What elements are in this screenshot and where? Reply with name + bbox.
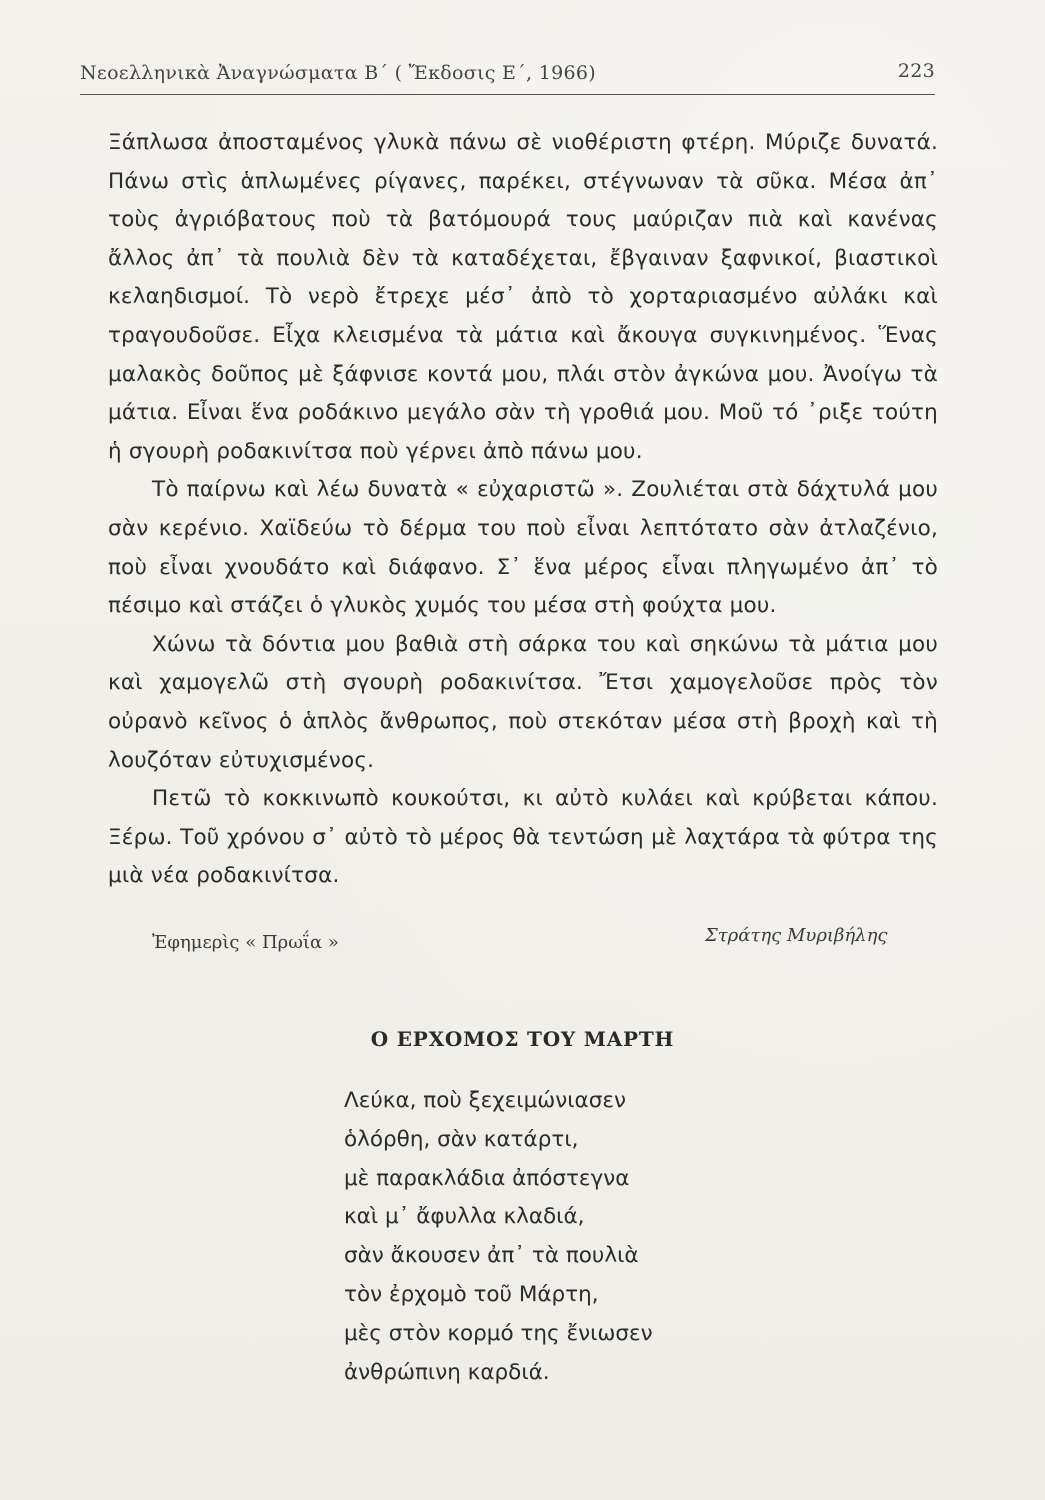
poem-line: μὲ παρακλάδια ἀπόστεγνα bbox=[344, 1165, 630, 1191]
prose-text bbox=[108, 124, 938, 896]
page-header bbox=[80, 58, 935, 95]
poem bbox=[344, 1082, 653, 1392]
poem-line: Λεύκα, ποὺ ξεχειμώνιασεν bbox=[344, 1088, 626, 1113]
page-number: 223 bbox=[897, 60, 935, 82]
running-title: Νεοελληνικὰ Ἀναγνώσματα Β΄ ( Ἔκδοσις Ε΄, 1966) bbox=[80, 62, 596, 84]
poem-line: μὲς στὸν κορμό της ἔνιωσεν bbox=[344, 1320, 653, 1346]
poem-line: καὶ μ᾿ ἄφυλλα κλαδιά, bbox=[344, 1204, 585, 1230]
paragraph: Πετῶ τὸ κοκκινωπὸ κουκούτσι, κι αὐτὸ κυλάει καὶ κρύβεται κάπου. Ξέρω. Τοῦ χρόνου σ᾿ αὐτὸ τὸ μέρος θὰ τεντώση μὲ λαχτάρα τὰ φύτρα της μιὰ νέα ροδακινίτσα. bbox=[108, 786, 938, 889]
poem-line: ὁλόρθη, σὰν κατάρτι, bbox=[344, 1126, 579, 1152]
paragraph: Ξάπλωσα ἀποσταμένος γλυκὰ πάνω σὲ νιοθέριστη φτέρη. Μύριζε δυνατά. Πάνω στὶς ἁπλωμένες ρίγανες, παρέκει, στέγνωναν τὰ σῦκα. Μέσα ἀπ᾿ τοὺς ἀγριόβατους ποὺ τὰ βατόμουρά τους μαύριζαν πιὰ καὶ κανένας ἄλλος ἀπ᾿ τὰ πουλιὰ δὲν τὰ καταδέχεται, ἔβγαιναν ξαφνικοί, βιαστικοὶ κελαηδισμοί. Τὸ νερὸ ἔτρεχε μέσ᾿ ἀπὸ τὸ χορταριασμένο αὐλάκι καὶ τραγουδοῦσε. Εἶχα κλεισμένα τὰ μάτια καὶ ἄκουγα συγκινημένος. Ἕνας μαλακὸς δοῦπος μὲ ξάφνισε κοντά μου, πλάι στὸν ἀγκώνα μου. Ἀνοίγω τὰ μάτια. Εἶναι ἕνα ροδάκινο μεγάλο σὰν τὴ γροθιά μου. Μοῦ τό ᾿ριξε τούτη ἡ σγουρὴ ροδακινίτσα ποὺ γέρνει ἀπὸ πάνω μου. bbox=[108, 130, 938, 464]
paragraph: Χώνω τὰ δόντια μου βαθιὰ στὴ σάρκα του καὶ σηκώνω τὰ μάτια μου καὶ χαμογελῶ στὴ σγουρὴ ροδακινίτσα. Ἔτσι χαμογελοῦσε πρὸς τὸν οὐρανὸ κεῖνος ὁ ἁπλὸς ἄνθρωπος, ποὺ στεκόταν μέσα στὴ βροχὴ καὶ τὴ λουζόταν εὐτυχισμένος. bbox=[108, 631, 938, 773]
paragraph: Τὸ παίρνω καὶ λέω δυνατὰ « εὐχαριστῶ ». Ζουλιέται στὰ δάχτυλά μου σὰν κερένιο. Χαϊδεύω τὸ δέρμα του ποὺ εἶναι λεπτότατο σὰν ἀτλαζένιο, ποὺ εἶναι χνουδάτο καὶ διάφανο. Σ᾿ ἕνα μέρος εἶναι πληγωμένο ἀπ᾿ τὸ πέσιμο καὶ στάζει ὁ γλυκὸς χυμός του μέσα στὴ φούχτα μου. bbox=[108, 477, 938, 619]
poem-line: ἀνθρώπινη καρδιά. bbox=[344, 1359, 550, 1385]
poem-line: τὸν ἐρχομὸ τοῦ Μάρτη, bbox=[344, 1281, 599, 1307]
poem-title: Ο ΕΡΧΟΜΟΣ ΤΟΥ ΜΑΡΤΗ bbox=[370, 1027, 675, 1051]
source-citation: Ἐφημερὶς « Πρωΐα » bbox=[152, 932, 339, 953]
author-name: Στράτης Μυριβήλης bbox=[705, 925, 888, 946]
poem-line: σὰν ἄκουσεν ἀπ᾿ τὰ πουλιὰ bbox=[344, 1243, 639, 1269]
